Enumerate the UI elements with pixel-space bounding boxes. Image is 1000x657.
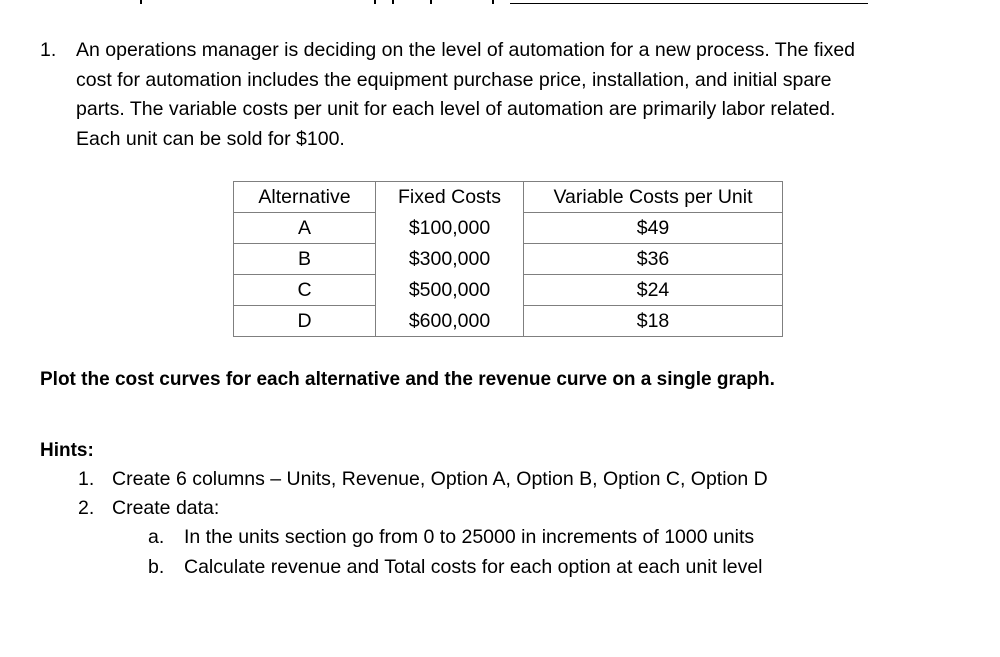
hint-text: Calculate revenue and Total costs for each option at each unit level	[184, 555, 763, 578]
list-marker: a.	[148, 526, 165, 548]
question-number: 1.	[40, 39, 57, 61]
hints-sublist	[148, 523, 948, 582]
underline-rule	[510, 3, 868, 4]
cut-text-fragment	[140, 0, 142, 4]
question-line: cost for automation includes the equipment purchase price, installation, and initial spare	[76, 68, 832, 91]
cut-text-fragment	[492, 0, 494, 4]
hint-text: Create 6 columns – Units, Revenue, Option A, Option B, Option C, Option D	[112, 468, 768, 490]
cell-variable-cost: $24	[524, 275, 783, 306]
list-item	[78, 494, 978, 523]
automation-cost-table	[233, 181, 783, 337]
cell-fixed-cost: $300,000	[376, 244, 524, 275]
header-variable-costs: Variable Costs per Unit	[524, 182, 783, 213]
question-line: An operations manager is deciding on the level of automation for a new process. The fixed	[76, 39, 856, 61]
question-line: Each unit can be sold for $100.	[76, 127, 345, 150]
cell-alternative: A	[234, 213, 376, 244]
cell-alternative: C	[234, 275, 376, 306]
cut-text-fragment	[392, 0, 394, 4]
cell-variable-cost: $49	[524, 213, 783, 244]
list-item	[148, 553, 948, 583]
plot-instruction: Plot the cost curves for each alternative and the revenue curve on a single graph.	[40, 369, 775, 390]
list-item	[148, 523, 948, 553]
previous-page-cutoff	[0, 0, 1000, 6]
list-marker: 2.	[78, 497, 95, 519]
list-marker: b.	[148, 555, 165, 578]
cell-alternative: D	[234, 306, 376, 337]
list-marker: 1.	[78, 468, 95, 490]
table-header-row	[234, 182, 783, 213]
cut-text-fragment	[374, 0, 376, 4]
cell-fixed-cost: $600,000	[376, 306, 524, 337]
cell-alternative: B	[234, 244, 376, 275]
table-row	[234, 275, 783, 306]
table-row	[234, 213, 783, 244]
header-fixed-costs: Fixed Costs	[376, 182, 524, 213]
hints-title: Hints:	[40, 440, 94, 461]
cut-text-fragment	[430, 0, 432, 4]
cell-fixed-cost: $500,000	[376, 275, 524, 306]
question-1	[40, 36, 970, 154]
list-item	[78, 465, 978, 494]
hint-text: In the units section go from 0 to 25000 in increments of 1000 units	[184, 526, 755, 548]
cell-fixed-cost: $100,000	[376, 213, 524, 244]
question-line: parts. The variable costs per unit for each level of automation are primarily labor related.	[76, 98, 836, 120]
cell-variable-cost: $36	[524, 244, 783, 275]
hint-text: Create data:	[112, 497, 220, 519]
table-row	[234, 244, 783, 275]
table-row	[234, 306, 783, 337]
header-alternative: Alternative	[234, 182, 376, 213]
hints-list	[78, 465, 978, 523]
cell-variable-cost: $18	[524, 306, 783, 337]
